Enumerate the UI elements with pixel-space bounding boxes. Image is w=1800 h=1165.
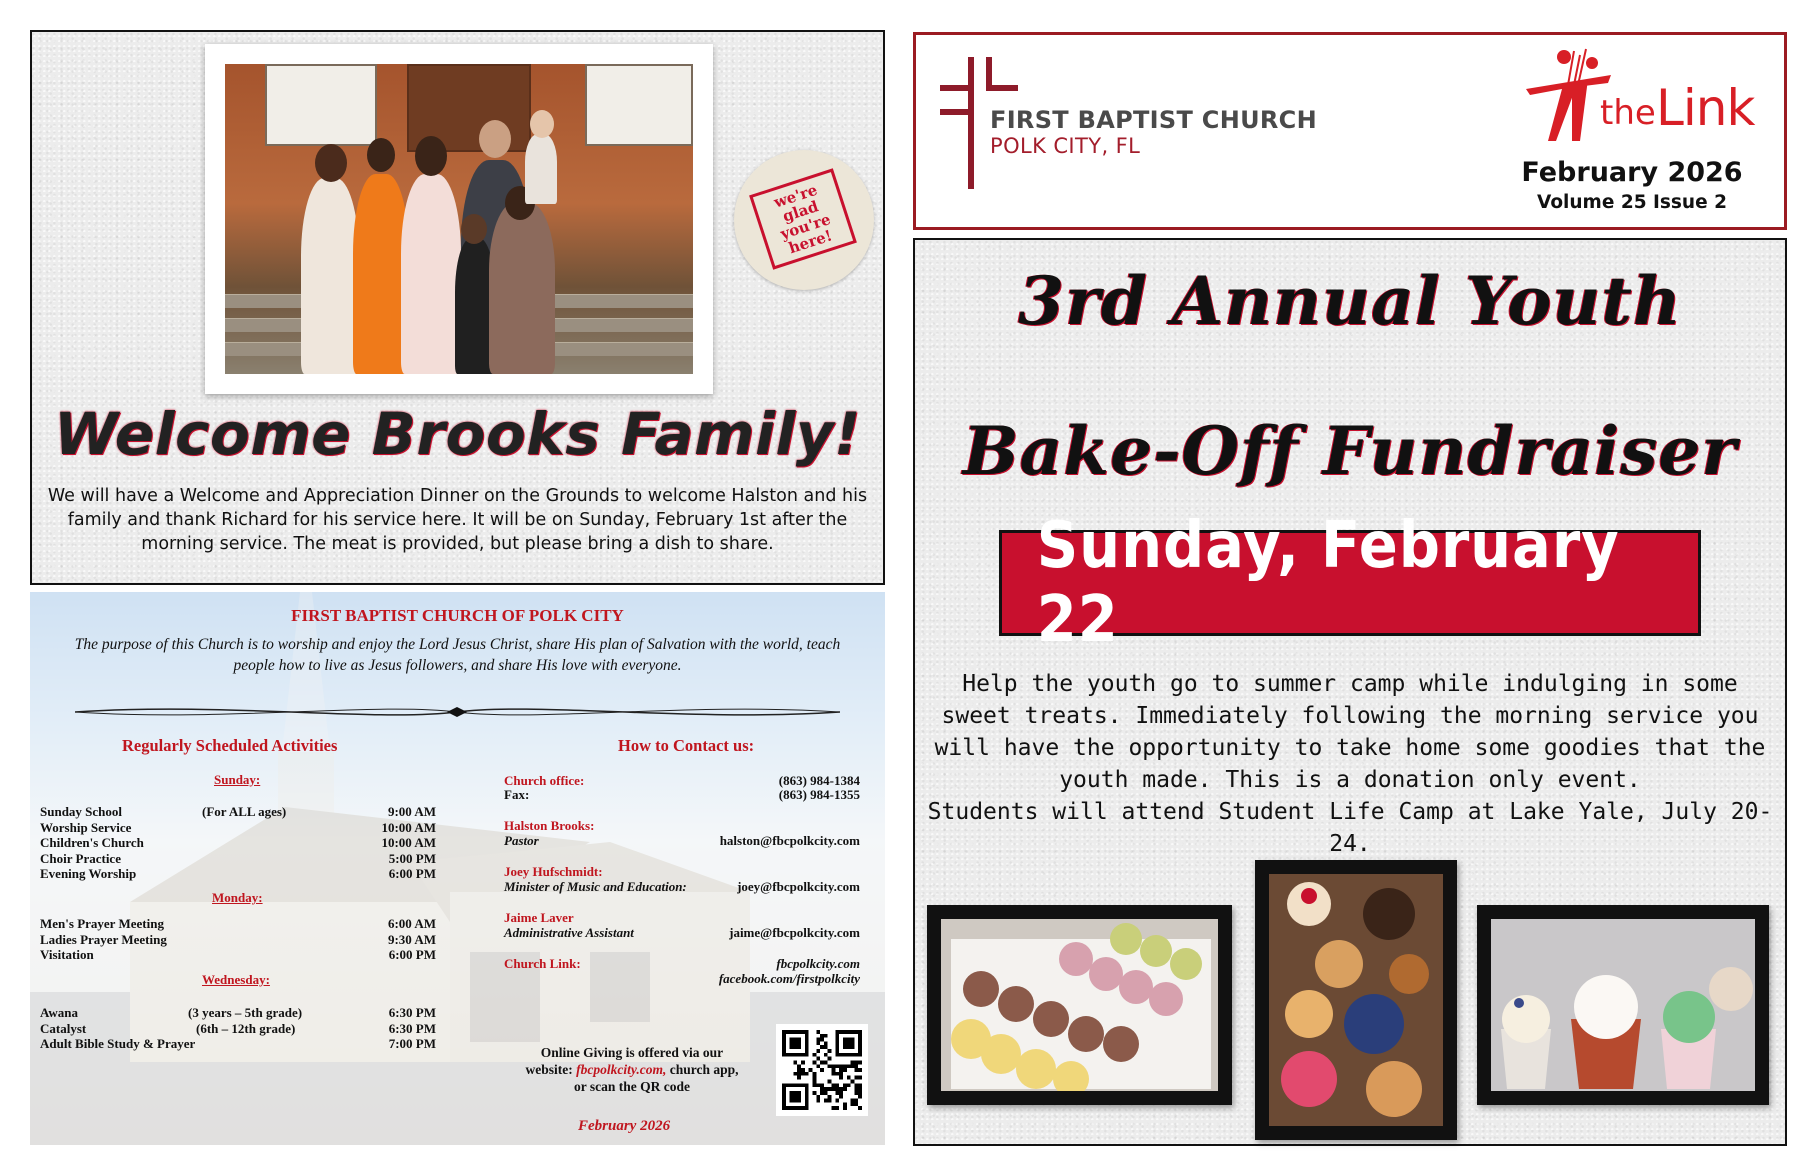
logo-link-text: Link [1656,79,1755,137]
pastor-title: Pastor [504,833,539,848]
sunday-time-list [356,804,436,882]
cupcakes-photo [1477,905,1769,1105]
giving-suffix: church app, [666,1062,739,1077]
family-member-head [315,144,347,182]
church-name: FIRST BAPTIST CHURCH [990,106,1317,134]
wednesday-heading: Wednesday: [202,972,270,987]
event-date-banner [999,509,1701,657]
activity-name: Evening Worship [40,866,137,881]
activity-time: 5:00 PM [388,850,436,866]
admin-title: Administrative Assistant [504,925,634,940]
info-title: FIRST BAPTIST CHURCH OF POLK CITY [291,606,624,625]
family-member [525,134,557,204]
welcome-sticker [734,150,874,290]
activity-name: Catalyst [40,1020,87,1036]
family-member-head [415,136,447,176]
activity-time: 6:30 PM [388,1005,436,1020]
activity-name: Children's Church [40,835,144,850]
pastries-image [1269,874,1443,1126]
welcome-title: Welcome Brooks Family! [53,400,862,468]
bake-off-title-line-1: 3rd Annual Youth [1018,262,1682,340]
church-link-label: Church Link: [504,956,581,971]
activity-note: (6th – 12th grade) [196,1020,296,1036]
family-member-head [530,110,554,138]
family-photo-frame [205,44,713,394]
bake-off-panel [913,238,1787,1146]
welcome-body: We will have a Welcome and Appreciation Dinner on the Grounds to welcome Halston and his family and thank Richard for his service here. It will be on Sunday, February 1st after the morning service. The meat is provided, but please bring a dish to share. [47,486,868,554]
activity-name: Sunday School [40,804,123,819]
office-label: Church office: [504,773,585,788]
projector-screen [265,64,377,146]
office-phone: (863) 984-1384 [778,773,860,788]
fax-phone: (863) 984-1355 [778,787,860,802]
activity-time: 9:30 AM [387,931,436,947]
wednesday-time-list [356,1005,436,1052]
family-member-head [479,120,511,158]
activity-time: 6:00 PM [388,866,436,881]
monday-activity-list [40,916,167,963]
church-city: POLK CITY, FL [990,134,1141,158]
music-minister-email-link[interactable]: joey@fbcpolkcity.com [737,879,860,894]
sunday-heading: Sunday: [214,772,261,787]
cupcakes-image [1491,919,1755,1091]
music-minister-name: Joey Hufschmidt: [504,864,603,879]
qr-code[interactable] [776,1024,868,1116]
family-member-head [367,138,395,172]
family-member [489,202,555,374]
camp-note: Students will attend Student Life Camp at Lake Yale, July 20-24. [927,799,1773,857]
logo-the-text: the [1600,93,1656,133]
giving-line [502,1061,762,1078]
activity-time: 6:00 AM [387,916,436,931]
pastries-photo [1255,860,1457,1140]
welcome-panel [30,30,885,585]
bake-off-description [921,668,1779,860]
giving-website-link[interactable]: fbcpolkcity.com, [576,1062,667,1077]
event-date: Sunday, February 22 [1036,509,1620,657]
welcome-sticker-text: we're glad you're here! [771,180,835,258]
purpose-statement: The purpose of this Church is to worship and enjoy the Lord Jesus Christ, share His plan of Salvation with the world, teach people how to live as Jesus followers, and share His love with everyone. [74,636,841,674]
family-member [401,174,461,374]
activity-time: 6:00 PM [388,947,436,962]
issue-date: February 2026 [578,1118,671,1134]
family-photo [225,64,693,374]
family-member-head [461,214,487,244]
ornamental-divider [75,700,840,724]
online-giving-text [502,1044,762,1095]
activity-note: (3 years – 5th grade) [188,1005,303,1020]
fax-label: Fax: [504,787,530,802]
activity-time: 10:00 AM [381,819,436,835]
macarons-image [941,919,1218,1091]
activity-name: Adult Bible Study & Prayer [40,1036,196,1051]
family-member [301,178,359,374]
website-link[interactable]: fbcpolkcity.com [776,956,860,971]
wednesday-activity-list [40,1005,195,1052]
activity-name: Men's Prayer Meeting [40,916,164,931]
newsletter-month: February 2026 [1521,157,1743,188]
facebook-link[interactable]: facebook.com/firstpolkcity [718,971,860,986]
newsletter-header [913,32,1787,230]
pastor-email-link[interactable]: halston@fbcpolkcity.com [719,833,860,848]
activity-time: 10:00 AM [381,835,436,850]
macarons-photo [927,905,1232,1105]
activity-time: 6:30 PM [388,1020,436,1036]
monday-heading: Monday: [212,890,263,905]
giving-line: Online Giving is offered via our [540,1045,724,1060]
activity-time: 7:00 PM [388,1036,436,1051]
newsletter-volume: Volume 25 Issue 2 [1537,192,1727,213]
activities-heading: Regularly Scheduled Activities [122,736,338,755]
admin-email-link[interactable]: jaime@fbcpolkcity.com [729,925,860,940]
activity-name: Worship Service [40,819,132,835]
welcome-sticker-seal [749,168,857,269]
projector-screen [585,64,693,146]
activity-name: Visitation [40,947,94,962]
giving-prefix: website: [525,1062,577,1077]
music-minister-title: Minister of Music and Education: [504,879,687,894]
monday-time-list [356,916,436,963]
pastor-name: Halston Brooks: [504,818,595,833]
activity-name: Awana [40,1005,79,1020]
wednesday-note-list [188,1005,302,1036]
contact-heading: How to Contact us: [618,736,755,755]
sunday-activity-list [40,804,144,882]
activity-time: 9:00 AM [387,804,436,819]
admin-name: Jaime Laver [504,910,574,925]
church-info-panel [30,592,885,1145]
activity-name: Ladies Prayer Meeting [40,931,167,947]
bake-off-title-line-2: Bake-Off Fundraiser [962,412,1738,490]
bake-off-body: Help the youth go to summer camp while indulging in some sweet treats. Immediately following the morning service you will have the opportunity to take home some goodies that the youth made. This is a donation only event. [934,671,1766,793]
sunday-note: (For ALL ages) [202,804,287,819]
giving-line: or scan the QR code [574,1079,690,1094]
activity-name: Choir Practice [40,850,121,866]
